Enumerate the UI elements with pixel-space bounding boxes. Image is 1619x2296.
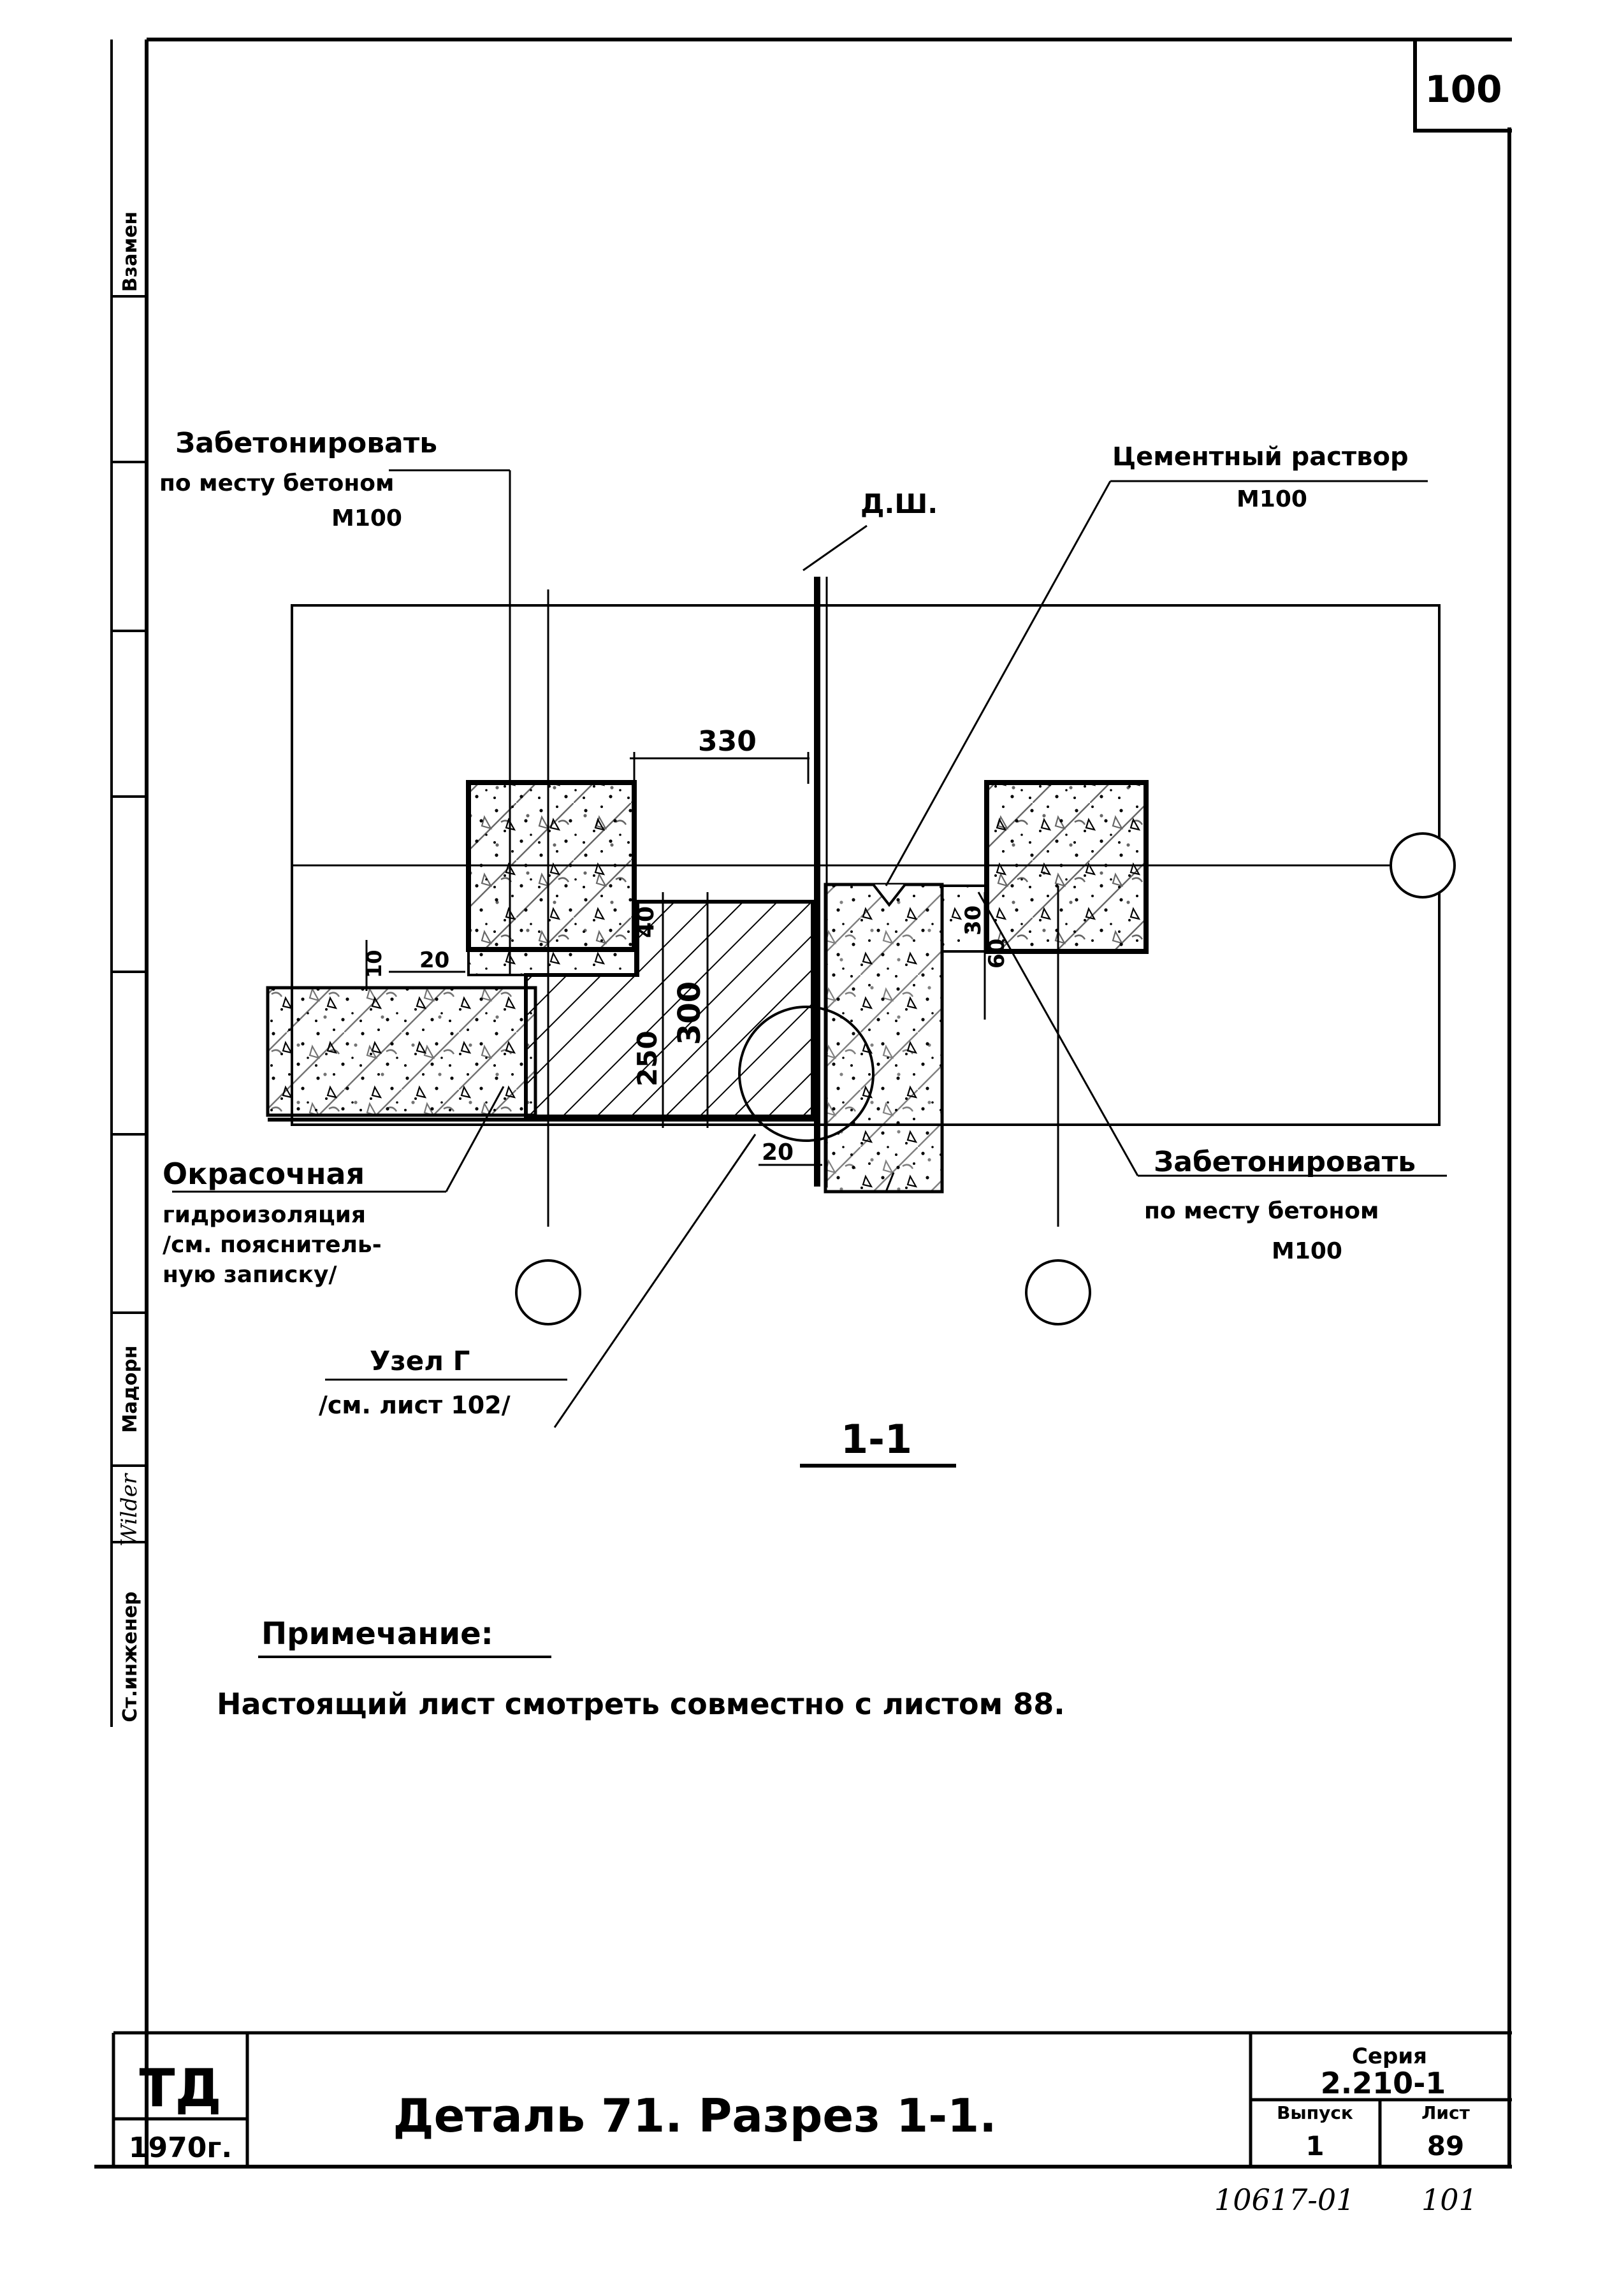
callout-zab-left-line1: Забетонировать [175,427,438,459]
note-heading: Примечание: [261,1616,493,1652]
callout-zab-left-line3: М100 [331,505,402,531]
axis-marker-left [516,1260,580,1324]
title-main: Деталь 71. Разрез 1-1. [393,2089,997,2142]
callout-dsh: Д.Ш. [860,488,938,519]
callout-okras-line4: ную записку/ [163,1262,337,1288]
title-seriya-value: 2.210-1 [1320,2066,1446,2100]
strip-position: Ст.инженер [119,1591,142,1722]
dim-20-bottom: 20 [762,1139,794,1166]
dim-40: 40 [633,906,659,938]
callout-zab-right-line2: по месту бетоном [1144,1198,1379,1224]
dim-250: 250 [632,1030,663,1087]
title-year: 1970г. [128,2132,233,2164]
callout-okras-line2: гидроизоляция [163,1202,366,1228]
dim-330: 330 [698,725,757,758]
callout-zabetonirovat-right [1144,1146,1416,1264]
title-vypusk-label: Выпуск [1277,2102,1353,2123]
callout-okras-line1: Окрасочная [163,1157,365,1191]
dim-20-top: 20 [419,948,450,973]
axis-marker-mid [1026,1260,1090,1324]
title-org: ТД [139,2058,222,2119]
axis-marker-right [1391,834,1455,897]
block-left-base [468,949,635,975]
section-label: 1-1 [840,1416,913,1462]
footer-archive-no: 10617-01 [1214,2183,1355,2217]
dim-300: 300 [672,981,708,1045]
callout-zab-left-line2: по месту бетоном [159,470,395,496]
dim-30: 30 [961,905,986,935]
footer-page-no: 101 [1421,2183,1477,2217]
note-text: Настоящий лист смотреть совместно с листом 88. [217,1687,1065,1721]
title-list-label: Лист [1421,2102,1470,2123]
callout-uzel-line1: Узел Г [370,1345,470,1376]
callout-cement [1112,442,1409,512]
callout-zab-right-line1: Забетонировать [1154,1146,1416,1178]
title-vypusk-value: 1 [1305,2130,1325,2162]
sheet-number: 100 [1425,68,1502,111]
sheet-number-box [1415,40,1512,131]
callout-uzel-line2: /см. лист 102/ [319,1391,511,1419]
title-list-value: 89 [1427,2130,1465,2162]
left-strip [112,40,147,1727]
callout-zab-right-line3: М100 [1272,1238,1342,1264]
strip-vzamen: Взамен [119,211,142,292]
callout-cement-line1: Цементный раствор [1112,442,1409,472]
callout-node-g [319,1345,567,1419]
callout-waterproofing [163,1157,382,1288]
callout-zabetonirovat-left [159,427,437,531]
dim-10: 10 [362,949,386,978]
strip-name: Мадорн [119,1345,142,1433]
callout-okras-line3: /см. пояснитель- [163,1232,382,1258]
strip-signature: Wilder [117,1473,142,1547]
title-seriya-label: Серия [1351,2044,1428,2069]
dim-60: 60 [984,938,1010,969]
callout-cement-line2: М100 [1237,486,1307,512]
